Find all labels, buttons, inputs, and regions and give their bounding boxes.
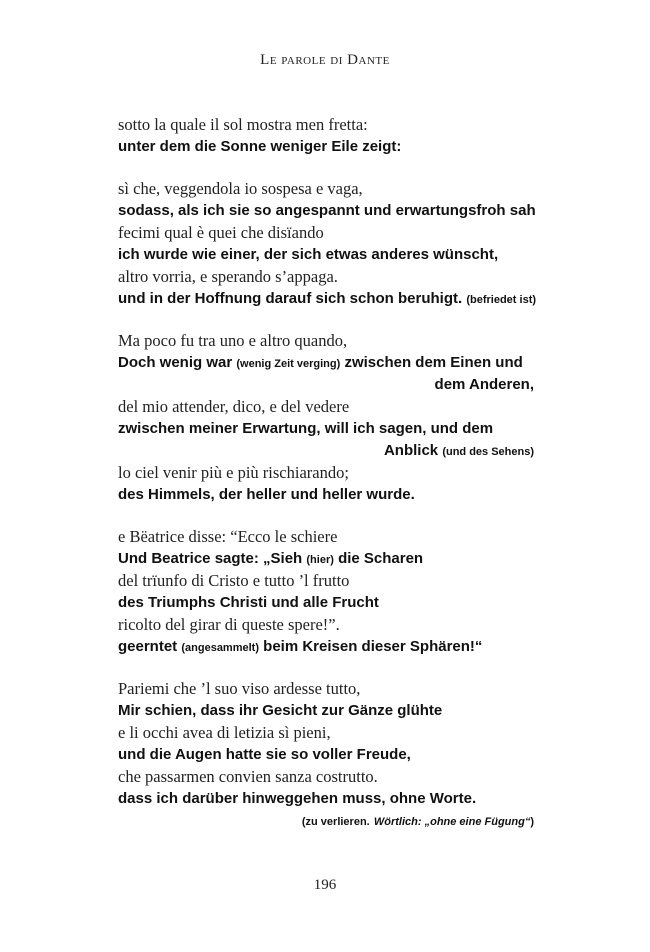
- gloss-note-line: [118, 810, 534, 832]
- italian-verse: altro vorria, e sperando s’appaga.: [118, 267, 338, 286]
- german-text: zwischen dem Einen und: [344, 354, 523, 371]
- german-translation: [118, 548, 534, 570]
- italian-verse: del mio attender, dico, e del vedere: [118, 397, 350, 416]
- gloss-note-close: ): [530, 816, 534, 828]
- german-translation-continued: [118, 440, 534, 462]
- gloss-note: (angesammelt): [181, 642, 259, 654]
- german-translation: ich wurde wie einer, der sich etwas anderes wünscht,: [118, 246, 499, 263]
- german-text: Und Beatrice sagte: „Sieh: [118, 550, 303, 567]
- german-translation: Mir schien, dass ihr Gesicht zur Gänze glühte: [118, 702, 443, 719]
- stanza-gap: [118, 158, 534, 178]
- italian-verse: Pariemi che ’l suo viso ardesse tutto,: [118, 679, 361, 698]
- german-translation: und die Augen hatte sie so voller Freude,: [118, 746, 411, 763]
- italian-verse: e li occhi avea di letizia sì pieni,: [118, 723, 331, 742]
- italian-verse: sì che, veggendola io sospesa e vaga,: [118, 179, 363, 198]
- gloss-note: (und des Sehens): [442, 446, 534, 458]
- italian-verse: fecimi qual è quei che disïando: [118, 223, 324, 242]
- gloss-note-literal: Wörtlich: „ohne eine Fügung“: [373, 816, 531, 828]
- german-text: geerntet: [118, 638, 178, 655]
- stanza-gap: [118, 310, 534, 330]
- italian-verse: lo ciel venir più e più rischiarando;: [118, 463, 349, 482]
- gloss-note: (wenig Zeit verging): [236, 358, 341, 370]
- german-translation: [118, 352, 534, 374]
- italian-verse: ricolto del girar di queste spere!”.: [118, 615, 340, 634]
- italian-verse: del trïunfo di Cristo e tutto ’l frutto: [118, 571, 350, 590]
- gloss-note: (zu verlieren.: [301, 816, 370, 828]
- stanza-gap: [118, 658, 534, 678]
- german-text: und in der Hoffnung darauf sich schon beruhigt.: [118, 290, 463, 307]
- italian-verse: sotto la quale il sol mostra men fretta:: [118, 115, 368, 134]
- german-translation: zwischen meiner Erwartung, will ich sagen, und dem: [118, 420, 494, 437]
- italian-verse: Ma poco fu tra uno e altro quando,: [118, 331, 348, 350]
- gloss-note: (befriedet ist): [466, 294, 537, 306]
- stanza-gap: [118, 506, 534, 526]
- italian-verse: che passarmen convien sanza costrutto.: [118, 767, 378, 786]
- german-translation: des Himmels, der heller und heller wurde.: [118, 486, 415, 503]
- german-translation: des Triumphs Christi und alle Frucht: [118, 594, 379, 611]
- gloss-note: (hier): [306, 554, 334, 566]
- german-translation-continued: dem Anderen,: [434, 376, 534, 393]
- german-text: Doch wenig war: [118, 354, 233, 371]
- german-translation: [118, 288, 537, 310]
- german-translation: unter dem die Sonne weniger Eile zeigt:: [118, 138, 402, 155]
- german-text: beim Kreisen dieser Sphären!“: [263, 638, 483, 655]
- german-text: Anblick: [383, 442, 439, 459]
- running-head: Le parole di Dante: [260, 52, 390, 68]
- italian-verse: e Bëatrice disse: “Ecco le schiere: [118, 527, 338, 546]
- german-translation: dass ich darüber hinweggehen muss, ohne Worte.: [118, 790, 477, 807]
- german-text: die Scharen: [338, 550, 424, 567]
- page-number: 196: [313, 877, 337, 893]
- german-translation: sodass, als ich sie so angespannt und erwartungsfroh sah: [118, 202, 536, 219]
- verse-text: [118, 114, 537, 832]
- german-translation: [118, 636, 534, 658]
